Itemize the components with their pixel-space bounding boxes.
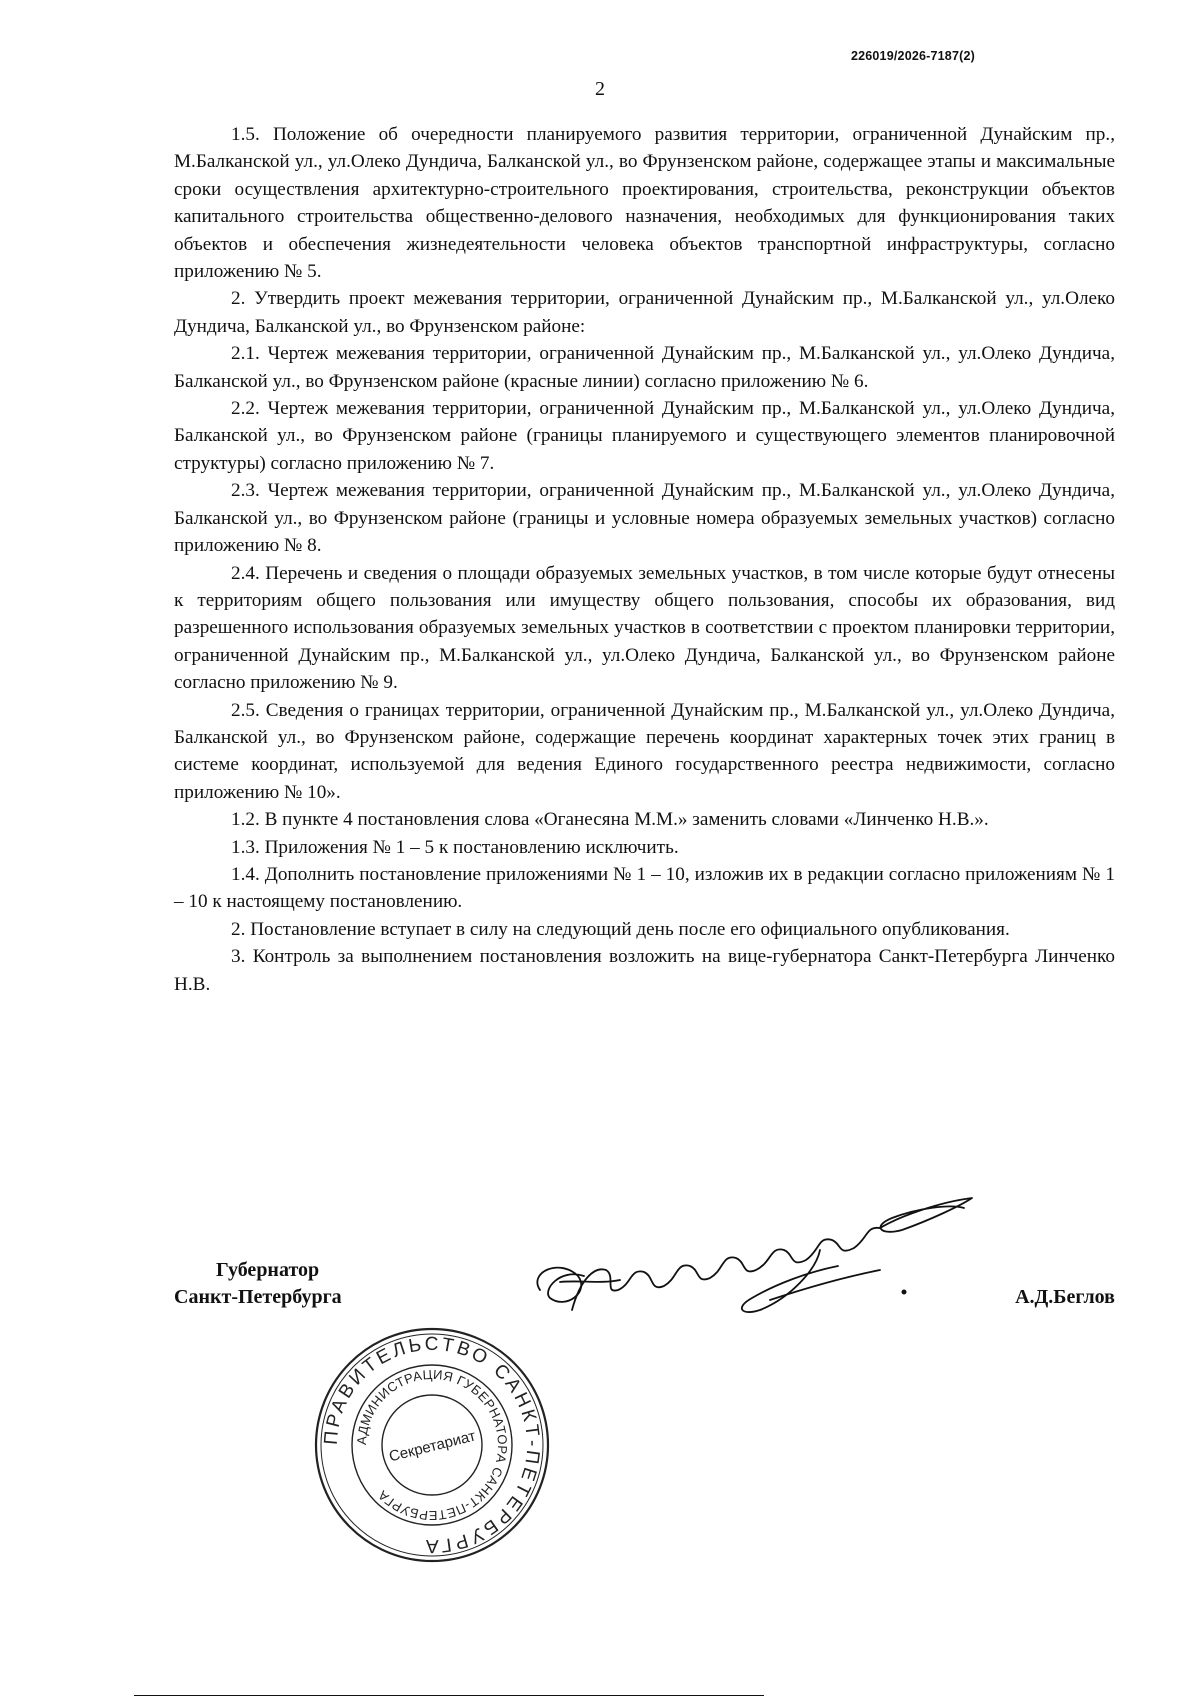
paragraph-1-5: 1.5. Положение об очередности планируемого развития территории, ограниченной Дунайским пр., М.Балканской ул., ул.Олеко Дундича, Балканской ул., во Фрунзенском районе, содержащее этапы и максимальные сроки осуществления архитектурно-строительного проектирования, строительства, реконструкции объектов капитального строительства общественно-делового назначения, необходимых для функционирования таких объектов и обеспечения жизнедеятельности человека объектов транспортной инфраструктуры, согласно приложению № 5. <box>174 124 1115 283</box>
paragraph-2-effect: 2. Постановление вступает в силу на следующий день после его официального опубликования. <box>231 918 1010 940</box>
document-body <box>174 121 1115 998</box>
paragraph-1-4: 1.4. Дополнить постановление приложениями № 1 – 10, изложив их в редакции согласно приложениям № 1 – 10 к настоящему постановлению. <box>174 863 1115 913</box>
paragraph-2-2: 2.2. Чертеж межевания территории, ограниченной Дунайским пр., М.Балканской ул., ул.Олеко Дундича, Балканской ул., во Фрунзенском районе (границы планируемого и существующего элементов планировочной структуры) согласно приложению № 7. <box>174 398 1115 474</box>
signatory-title-line2: Санкт-Петербурга <box>174 1286 342 1308</box>
paragraph-2-3: 2.3. Чертеж межевания территории, ограниченной Дунайским пр., М.Балканской ул., ул.Олеко Дундича, Балканской ул., во Фрунзенском районе (границы и условные номера образуемых земельных участков) согласно приложению № 8. <box>174 480 1115 557</box>
paragraph-1-3: 1.3. Приложения № 1 – 5 к постановлению исключить. <box>231 836 679 858</box>
footer-divider <box>134 1695 764 1696</box>
paragraph-2-5: 2.5. Сведения о границах территории, ограниченной Дунайским пр., М.Балканской ул., ул.Олеко Дундича, Балканской ул., во Фрунзенском районе, содержащие перечень координат характерных точек этих границ в системе координат, используемой для ведения Единого государственного реестра недвижимости, согласно приложению № 10». <box>174 699 1115 803</box>
seal-inner-text: АДМИНИСТРАЦИЯ ГУБЕРНАТОРА САНКТ-ПЕТЕРБУРГА <box>353 1366 511 1524</box>
paragraph-1-2: 1.2. В пункте 4 постановления слова «Оганесяна М.М.» заменить словами «Линченко Н.В.». <box>231 809 989 831</box>
document-registration-number: 226019/2026-7187(2) <box>850 49 975 63</box>
seal-center-text: Секретариат <box>387 1427 478 1466</box>
paragraph-3-control: 3. Контроль за выполнением постановления возложить на вице-губернатора Санкт-Петербурга Линченко Н.В. <box>174 946 1115 995</box>
paragraph-2-4: 2.4. Перечень и сведения о площади образуемых земельных участков, в том числе которые будут отнесены к территориям общего пользования или имуществу общего пользования, способы их образования, вид разрешенного использования образуемых земельных участков в соответствии с проектом планировки территории, ограниченной Дунайским пр., М.Балканской ул., ул.Олеко Дундича, Балканской ул., во Фрунзенском районе согласно приложению № 9. <box>174 562 1115 694</box>
seal-outer-text: ПРАВИТЕЛЬСТВО САНКТ-ПЕТЕРБУРГА <box>320 1333 544 1557</box>
signatory-title-line1: Губернатор <box>216 1259 320 1281</box>
paragraph-2-1: 2.1. Чертеж межевания территории, ограниченной Дунайским пр., М.Балканской ул., ул.Олеко Дундича, Балканской ул., во Фрунзенском районе (красные линии) согласно приложению № 6. <box>174 343 1115 392</box>
signatory-title <box>174 1257 342 1311</box>
page-number: 2 <box>595 78 605 100</box>
handwritten-signature <box>520 1180 980 1340</box>
signatory-name: А.Д.Беглов <box>1015 1286 1115 1308</box>
paragraph-2: 2. Утвердить проект межевания территории, ограниченной Дунайским пр., М.Балканской ул., ул.Олеко Дундича, Балканской ул., во Фрунзенском районе: <box>174 288 1115 337</box>
official-seal <box>312 1325 552 1565</box>
